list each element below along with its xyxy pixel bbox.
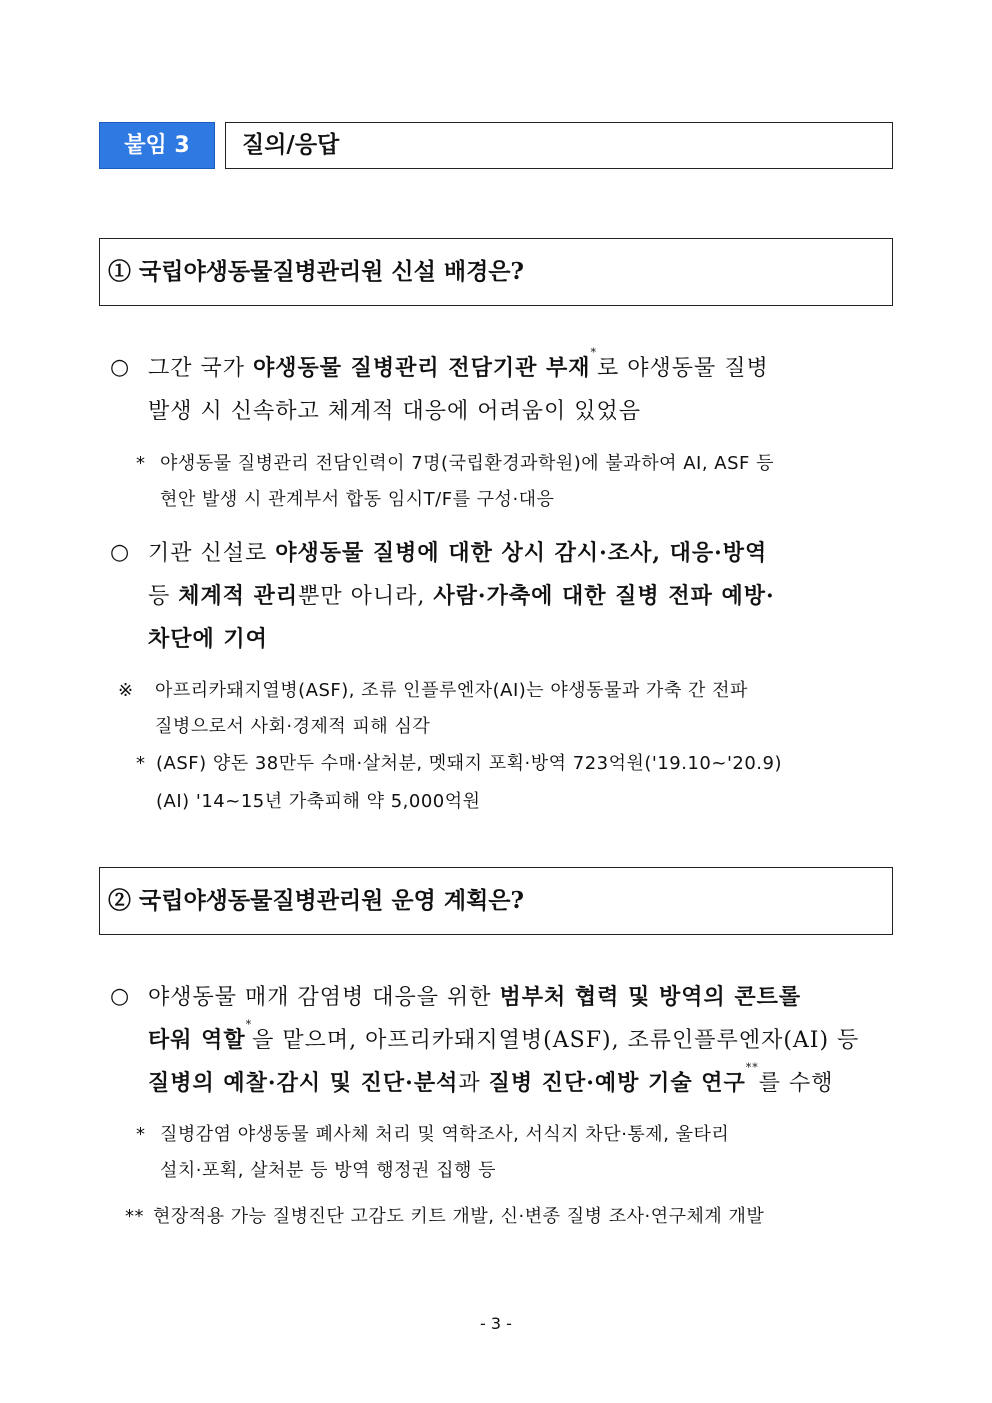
- q1-b1-line1: 그간 국가 야생동물 질병관리 전담기관 부재*로 야생동물 질병: [148, 346, 769, 381]
- attachment-tag: 붙임 3: [99, 122, 215, 169]
- footnote-mark: *: [136, 1124, 146, 1145]
- q1-n3-line2: (AI) '14~15년 가축피해 약 5,000억원: [156, 791, 481, 812]
- question-2-box: ② 국립야생동물질병관리원 운영 계획은?: [99, 867, 893, 935]
- q2-n2-line1: 현장적용 가능 질병진단 고감도 키트 개발, 신·변종 질병 조사·연구체계 개발: [153, 1206, 765, 1227]
- q1-n2-line1: 아프리카돼지열병(ASF), 조류 인플루엔자(AI)는 야생동물과 가축 간 전파: [155, 680, 748, 701]
- q1-n2-line2: 질병으로서 사회·경제적 피해 심각: [155, 716, 431, 737]
- q2-b1-line1: 야생동물 매개 감염병 대응을 위한 범부처 협력 및 방역의 콘트롤: [148, 984, 802, 1010]
- q1-n1-line1: 야생동물 질병관리 전담인력이 7명(국립환경과학원)에 불과하여 AI, ASF 등: [160, 453, 774, 474]
- bullet-circle: ○: [110, 984, 130, 1009]
- q2-b1-line2: 타워 역할*을 맡으며, 아프리카돼지열병(ASF), 조류인플루엔자(AI) 등: [148, 1018, 860, 1053]
- q2-n1-line2: 설치·포획, 살처분 등 방역 행정권 집행 등: [160, 1160, 496, 1181]
- q2-n1-line1: 질병감염 야생동물 폐사체 처리 및 역학조사, 서식지 차단·통제, 울타리: [160, 1124, 730, 1145]
- page-title: 질의/응답: [225, 122, 893, 169]
- bullet-circle: ○: [110, 540, 130, 565]
- footnote-mark: *: [136, 453, 146, 474]
- q1-n1-line2: 현안 발생 시 관계부서 합동 임시T/F를 구성·대응: [160, 489, 555, 510]
- q1-b2-line2: 등 체계적 관리뿐만 아니라, 사람·가축에 대한 질병 전파 예방·: [148, 583, 775, 609]
- q1-n3-line1: (ASF) 양돈 38만두 수매·살처분, 멧돼지 포획·방역 723억원('19.10~'20.9): [156, 753, 783, 774]
- q2-b1-line3: 질병의 예찰·감시 및 진단·분석과 질병 진단·예방 기술 연구**를 수행: [148, 1061, 834, 1096]
- reference-mark: ※: [118, 680, 134, 701]
- q1-b2-line1: 기관 신설로 야생동물 질병에 대한 상시 감시·조사, 대응·방역: [148, 540, 768, 566]
- footnote-mark: *: [136, 753, 146, 774]
- footnote-mark: **: [125, 1206, 144, 1227]
- q1-b2-line3: 차단에 기여: [148, 626, 268, 652]
- q1-b1-line2: 발생 시 신속하고 체계적 대응에 어려움이 있었음: [148, 399, 642, 424]
- question-1-box: ① 국립야생동물질병관리원 신설 배경은?: [99, 238, 893, 306]
- page-number: - 3 -: [480, 1314, 512, 1333]
- bullet-circle: ○: [110, 355, 130, 380]
